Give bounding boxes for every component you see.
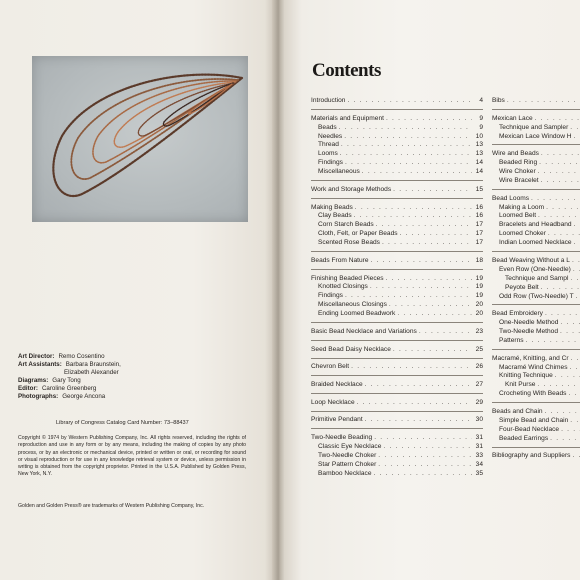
toc-entry	[492, 293, 580, 302]
toc-entry	[492, 452, 580, 461]
toc-leader-dots	[507, 97, 580, 106]
toc-leader-dots	[535, 115, 580, 124]
toc-page-number: 13	[475, 150, 483, 158]
toc-page-number: 31	[475, 443, 483, 451]
toc-entry	[311, 381, 483, 390]
toc-divider	[492, 349, 580, 350]
toc-entry-title: Findings	[318, 292, 343, 300]
toc-entry-title: Wire Bracelet	[499, 176, 539, 184]
toc-leader-dots	[365, 381, 472, 390]
toc-leader-dots	[571, 355, 580, 364]
toc-entry-title: Beads and Chain	[492, 407, 543, 415]
toc-entry-title: Miscellaneous Closings	[318, 301, 387, 309]
toc-page-number: 16	[475, 212, 483, 220]
toc-entry-title: Introduction	[311, 97, 346, 104]
toc-leader-dots	[344, 133, 472, 142]
toc-page-number: 30	[475, 416, 483, 424]
toc-entry-title: One-Needle Method	[499, 319, 559, 327]
toc-entry-title: Miscellaneous	[318, 168, 360, 176]
toc-entry-title: Loomed Belt	[499, 212, 537, 220]
toc-entry	[311, 97, 483, 106]
toc-entry	[311, 283, 483, 292]
toc-entry-title: Primitive Pendant	[311, 416, 363, 424]
toc-leader-dots	[355, 204, 472, 213]
toc-entry	[311, 292, 483, 301]
toc-divider	[311, 411, 483, 412]
credit-diagrams	[18, 377, 121, 385]
toc-entry	[492, 97, 580, 106]
toc-leader-dots	[572, 257, 580, 266]
toc-leader-dots	[378, 452, 472, 461]
toc-entry	[492, 168, 580, 177]
credit-label: Art Assistants:	[18, 360, 62, 368]
toc-entry-title: Crocheting With Beads	[499, 390, 567, 398]
toc-leader-dots	[389, 301, 472, 310]
credit-art-director	[18, 353, 121, 361]
toc-entry-title: Corn Starch Beads	[318, 221, 374, 229]
toc-page-number: 35	[475, 469, 483, 477]
toc-entry	[311, 221, 483, 230]
toc-divider	[492, 447, 580, 448]
toc-entry-title: Bibliography and Suppliers	[492, 452, 571, 460]
toc-entry	[492, 150, 580, 159]
toc-page-number: 20	[475, 301, 483, 309]
toc-entry-title: Cloth, Felt, or Paper Beads	[318, 230, 398, 238]
toc-leader-dots	[397, 310, 472, 319]
toc-leader-dots	[545, 408, 580, 417]
credit-value: Barbara Braunstein,	[65, 360, 121, 368]
coiled-bead-necklace-photo	[32, 56, 248, 222]
toc-leader-dots	[561, 426, 580, 435]
toc-leader-dots	[541, 284, 580, 293]
toc-page-number: 20	[475, 310, 483, 318]
toc-entry-title: Materials and Equipment	[311, 114, 384, 122]
copyright-notice: Copyright © 1974 by Western Publishing Company, Inc. All rights reserved, including the rights of reproduction and use in any form or by any means, including the making of copies by any photo process, or by an electronic or mechanical device, printed or written or oral, or recording for sound or visual reproduction or for use in any knowledge retrieval system or device, unless permission in writing is obtained from the copyright proprietor. Printed in the U.S.A. Published by Golden Press, New York, N.Y.	[18, 435, 246, 478]
toc-entry-title: Wire and Beads	[492, 150, 539, 158]
toc-leader-dots	[383, 443, 472, 452]
toc-leader-dots	[541, 150, 580, 159]
toc-divider	[311, 198, 483, 199]
toc-entry	[311, 416, 483, 425]
toc-entry-title: Patterns	[499, 336, 524, 344]
toc-entry-title: Two-Needle Method	[499, 328, 559, 336]
toc-entry	[492, 257, 580, 266]
toc-page-number: 31	[475, 434, 483, 442]
toc-entry	[311, 470, 483, 479]
toc-leader-dots	[541, 177, 580, 186]
toc-entry	[492, 381, 580, 390]
toc-divider	[311, 109, 483, 110]
toc-entry-title: Classic Eye Necklace	[318, 443, 382, 451]
toc-entry-title: Four-Bead Necklace	[499, 425, 560, 433]
toc-leader-dots	[545, 310, 580, 319]
toc-page-number: 25	[475, 345, 483, 353]
toc-divider	[311, 393, 483, 394]
toc-page-number: 9	[479, 114, 483, 122]
toc-entry	[311, 257, 483, 266]
toc-entry	[492, 124, 580, 133]
toc-leader-dots	[573, 266, 580, 275]
toc-leader-dots	[555, 372, 580, 381]
toc-leader-dots	[345, 292, 472, 301]
toc-leader-dots	[574, 239, 580, 248]
toc-entry	[492, 221, 580, 230]
toc-entry	[311, 461, 483, 470]
toc-entry-title: Bibs	[492, 97, 505, 104]
toc-entry	[311, 239, 483, 248]
toc-page-number: 9	[479, 123, 483, 131]
toc-entry	[492, 159, 580, 168]
toc-divider	[311, 251, 483, 252]
toc-entry-title: Odd Row (Two-Needle) T	[499, 292, 574, 300]
toc-entry	[311, 168, 483, 177]
toc-entry	[311, 452, 483, 461]
toc-entry-title: Looms	[318, 150, 338, 158]
toc-leader-dots	[347, 97, 472, 106]
toc-entry-title: Loop Necklace	[311, 398, 355, 406]
credit-editor	[18, 385, 121, 393]
toc-entry	[311, 141, 483, 150]
toc-entry	[492, 115, 580, 124]
toc-entry-title: Macramé Wind Chimes	[499, 363, 568, 371]
toc-divider	[311, 375, 483, 376]
toc-divider	[492, 109, 580, 110]
toc-entry-title: Mexican Lace Window H	[499, 132, 572, 140]
toc-entry	[492, 204, 580, 213]
toc-leader-dots	[374, 434, 472, 443]
toc-entry-title: Bamboo Necklace	[318, 469, 372, 477]
toc-entry	[492, 239, 580, 248]
toc-right-column	[492, 97, 580, 461]
toc-leader-dots	[560, 328, 580, 337]
toc-entry-title: Wire Choker	[499, 168, 536, 176]
toc-entry-title: Thread	[318, 141, 339, 149]
toc-leader-dots	[570, 364, 580, 373]
toc-page-number: 23	[475, 327, 483, 335]
toc-leader-dots	[400, 230, 472, 239]
toc-entry-title: Even Row (One-Needle)	[499, 265, 571, 273]
toc-entry	[492, 133, 580, 142]
toc-leader-dots	[538, 212, 580, 221]
toc-page-number: 34	[475, 460, 483, 468]
toc-entry	[311, 310, 483, 319]
toc-entry	[492, 328, 580, 337]
credit-value: Remo Cosentino	[58, 353, 105, 360]
toc-entry	[311, 301, 483, 310]
catalog-number: Library of Congress Catalog Card Number: 73–88437	[56, 420, 189, 426]
credit-label: Art Director:	[18, 353, 55, 360]
toc-leader-dots	[351, 363, 472, 372]
toc-divider	[311, 358, 483, 359]
toc-leader-dots	[526, 337, 580, 346]
toc-divider	[492, 144, 580, 145]
credit-label: Diagrams:	[18, 376, 49, 384]
toc-leader-dots	[572, 452, 580, 461]
toc-entry-title: Peyote Belt	[505, 283, 539, 291]
toc-entry	[492, 417, 580, 426]
toc-leader-dots	[371, 257, 472, 266]
toc-entry	[311, 363, 483, 372]
toc-entry	[311, 328, 483, 337]
credit-label: Photographs:	[18, 392, 59, 400]
credit-label: Editor:	[18, 384, 38, 392]
toc-entry	[492, 275, 580, 284]
toc-entry-title: Macramé, Knitting, and Cr	[492, 354, 569, 362]
toc-entry	[492, 337, 580, 346]
toc-entry-title: Ending Loomed Beadwork	[318, 310, 396, 318]
toc-entry	[492, 390, 580, 399]
toc-entry-title: Knit Purse	[505, 381, 536, 389]
toc-leader-dots	[419, 328, 472, 337]
toc-leader-dots	[357, 399, 472, 408]
toc-entry	[311, 133, 483, 142]
toc-entry-title: Seed Bead Daisy Necklace	[311, 345, 391, 353]
toc-leader-dots	[537, 381, 580, 390]
toc-entry	[492, 284, 580, 293]
toc-entry	[492, 195, 580, 204]
toc-entry-title: Needles	[318, 132, 343, 140]
toc-entry-title: Making Beads	[311, 203, 353, 211]
toc-entry	[311, 159, 483, 168]
credit-value: George Ancona	[62, 392, 106, 400]
toc-divider	[311, 180, 483, 181]
credit-art-assistants-cont	[18, 369, 121, 377]
toc-page-number: 19	[475, 274, 483, 282]
toc-leader-dots	[550, 435, 580, 444]
toc-entry	[492, 408, 580, 417]
toc-page-number: 19	[475, 283, 483, 291]
toc-divider	[492, 304, 580, 305]
toc-page-number: 33	[475, 451, 483, 459]
toc-leader-dots	[574, 221, 580, 230]
toc-leader-dots	[570, 124, 580, 133]
toc-leader-dots	[376, 221, 472, 230]
toc-entry	[492, 177, 580, 186]
credit-value: Gary Tong	[52, 376, 81, 384]
credits-block	[18, 353, 121, 400]
toc-page-number: 29	[475, 398, 483, 406]
toc-entry-title: Chevron Belt	[311, 363, 350, 371]
toc-page-number: 14	[475, 168, 483, 176]
toc-page-number: 13	[475, 141, 483, 149]
credit-value: Elizabeth Alexander	[64, 368, 119, 376]
toc-entry-title: Technique and Sampler	[499, 123, 569, 131]
toc-leader-dots	[548, 230, 580, 239]
bead-coil-icon	[32, 56, 248, 222]
toc-leader-dots	[393, 346, 472, 355]
toc-page-number: 15	[475, 185, 483, 193]
toc-page-number: 17	[475, 221, 483, 229]
toc-leader-dots	[386, 115, 472, 124]
toc-entry	[311, 186, 483, 195]
toc-entry	[492, 372, 580, 381]
toc-entry	[492, 310, 580, 319]
toc-entry-title: Beaded Ring	[499, 159, 538, 167]
toc-leader-dots	[341, 141, 472, 150]
toc-leader-dots	[570, 417, 580, 426]
toc-entry	[311, 399, 483, 408]
right-page	[284, 0, 580, 580]
toc-entry-title: Bracelets and Headband	[499, 221, 572, 229]
toc-leader-dots	[378, 461, 472, 470]
toc-entry-title: Indian Loomed Necklace	[499, 239, 572, 247]
toc-entry	[311, 115, 483, 124]
toc-leader-dots	[386, 275, 472, 284]
toc-entry-title: Mexican Lace	[492, 114, 533, 122]
toc-entry	[492, 364, 580, 373]
toc-leader-dots	[345, 159, 472, 168]
toc-page-number: 19	[475, 292, 483, 300]
toc-leader-dots	[568, 390, 580, 399]
toc-leader-dots	[374, 470, 472, 479]
toc-leader-dots	[576, 293, 580, 302]
toc-entry	[311, 346, 483, 355]
toc-entry-title: Bead Embroidery	[492, 310, 543, 318]
toc-entry-title: Two-Needle Beading	[311, 434, 373, 442]
toc-entry	[492, 355, 580, 364]
toc-leader-dots	[538, 168, 580, 177]
toc-divider	[311, 428, 483, 429]
toc-entry	[311, 443, 483, 452]
toc-entry	[492, 435, 580, 444]
toc-entry-title: Scented Rose Beads	[318, 239, 380, 247]
toc-entry-title: Beaded Earrings	[499, 434, 549, 442]
toc-entry	[492, 426, 580, 435]
toc-entry-title: Technique and Sampl	[505, 274, 569, 282]
toc-entry-title: Making a Loom	[499, 203, 545, 211]
toc-page-number: 14	[475, 159, 483, 167]
toc-entry-title: Beads	[318, 123, 337, 131]
toc-leader-dots	[339, 124, 472, 133]
toc-leader-dots	[393, 186, 472, 195]
toc-entry	[311, 434, 483, 443]
toc-entry	[492, 230, 580, 239]
toc-entry-title: Finishing Beaded Pieces	[311, 274, 384, 282]
toc-leader-dots	[570, 275, 580, 284]
trademark-notice: Golden and Golden Press® are trademarks of Western Publishing Company, Inc.	[18, 503, 205, 509]
toc-entry-title: Work and Storage Methods	[311, 185, 392, 193]
toc-divider	[492, 402, 580, 403]
toc-leader-dots	[539, 159, 580, 168]
toc-entry-title: Findings	[318, 159, 343, 167]
toc-entry	[311, 124, 483, 133]
toc-divider	[492, 189, 580, 190]
toc-entry-title: Simple Bead and Chain	[499, 416, 569, 424]
toc-entry-title: Clay Beads	[318, 212, 352, 220]
toc-entry	[311, 204, 483, 213]
toc-entry	[311, 275, 483, 284]
toc-entry-title: Basic Bead Necklace and Variations	[311, 327, 417, 335]
toc-entry	[311, 212, 483, 221]
toc-leader-dots	[365, 416, 472, 425]
toc-leader-dots	[354, 212, 472, 221]
toc-entry-title: Star Pattern Choker	[318, 460, 377, 468]
toc-divider	[311, 340, 483, 341]
toc-entry	[492, 319, 580, 328]
toc-left-column	[311, 97, 483, 479]
toc-leader-dots	[574, 133, 580, 142]
toc-page-number: 10	[475, 132, 483, 140]
toc-entry-title: Knotted Closings	[318, 283, 368, 291]
toc-entry-title: Bead Weaving Without a L	[492, 256, 570, 264]
left-page	[0, 0, 276, 580]
credit-photographs	[18, 393, 121, 401]
toc-entry	[311, 230, 483, 239]
toc-page-number: 27	[475, 381, 483, 389]
toc-leader-dots	[362, 168, 472, 177]
contents-title: Contents	[312, 60, 381, 81]
toc-page-number: 18	[475, 256, 483, 264]
toc-page-number: 4	[479, 97, 483, 104]
toc-entry	[492, 212, 580, 221]
toc-divider	[492, 251, 580, 252]
toc-leader-dots	[531, 195, 580, 204]
credit-art-assistants	[18, 361, 121, 369]
toc-entry-title: Knitting Technique	[499, 372, 553, 380]
toc-leader-dots	[340, 150, 472, 159]
toc-entry-title: Beads From Nature	[311, 256, 369, 264]
toc-divider	[311, 269, 483, 270]
toc-leader-dots	[546, 204, 580, 213]
toc-page-number: 17	[475, 230, 483, 238]
toc-page-number: 17	[475, 239, 483, 247]
toc-page-number: 26	[475, 363, 483, 371]
toc-divider	[311, 322, 483, 323]
toc-entry-title: Bead Looms	[492, 194, 530, 202]
toc-leader-dots	[560, 319, 580, 328]
toc-entry	[492, 266, 580, 275]
toc-leader-dots	[370, 283, 472, 292]
toc-entry-title: Loomed Choker	[499, 230, 546, 238]
toc-entry-title: Braided Necklace	[311, 381, 363, 389]
toc-page-number: 16	[475, 203, 483, 211]
toc-entry-title: Two-Needle Choker	[318, 451, 377, 459]
toc-leader-dots	[382, 239, 472, 248]
toc-entry	[311, 150, 483, 159]
credit-value: Caroline Greenberg	[41, 384, 97, 392]
